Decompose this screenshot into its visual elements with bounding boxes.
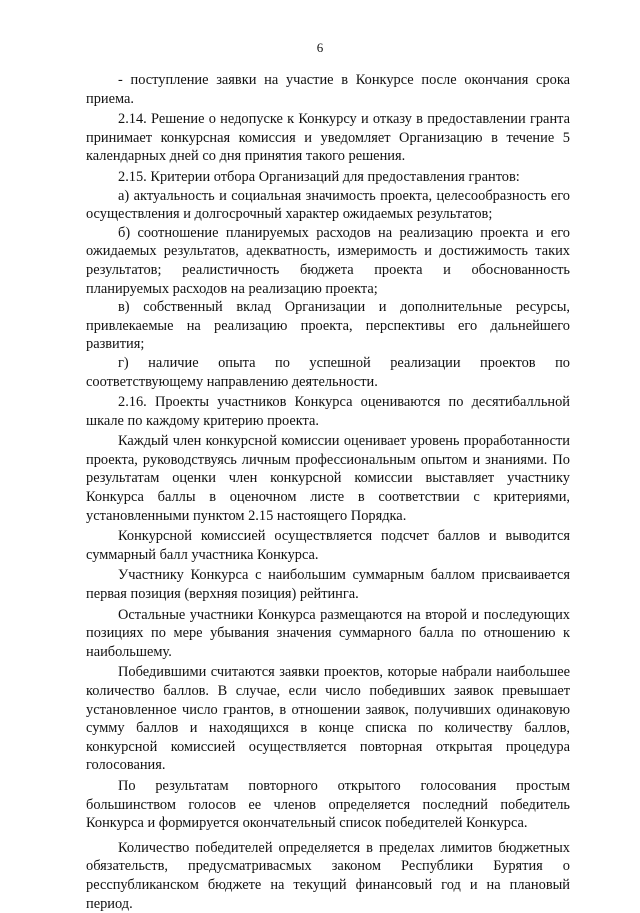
paragraph-winner-count: Количество победителей определяется в пределах лимитов бюджетных обязательств, предусматривасмых законом Республики Бурятия о ресспубликанском бюджете на текущий финансовый год и на плановый период.: [86, 839, 570, 912]
paragraph-2-16: 2.16. Проекты участников Конкурса оцениваются по десятибалльной шкале по каждому критерию проекта.: [86, 394, 570, 429]
criterion-a: а) актуальность и социальная значимость проекта, целесообразность его осуществления и долгосрочный характер ожидаемых результатов;: [86, 187, 570, 223]
criterion-b: б) соотношение планируемых расходов на реализацию проекта и его ожидаемых результатов, адекватность, измеримость и достижимость таких результатов; реалистичность бюджета проекта и обоснованность планируемых расходов на реализацию проекта;: [86, 224, 570, 297]
paragraph-first-position: Участнику Конкурса с наибольшим суммарным баллом присваивается первая позиция (верхняя позиция) рейтинга.: [86, 567, 570, 603]
paragraph-other-positions: Остальные участники Конкурса размещаются на второй и последующих позициях по мере убывания значения суммарного балла по отношению к наибольшему.: [86, 606, 570, 660]
paragraph-2-15: 2.15. Критерии отбора Организаций для предоставления грантов:: [118, 168, 520, 185]
criterion-v: в) собственный вклад Организации и дополнительные ресурсы, привлекаемые на реализацию проекта, перспективы его дальнейшего развития;: [86, 299, 570, 353]
paragraph-revote: По результатам повторного открытого голосования простым большинством голосов ее членов определяется последний победитель Конкурса и формируется окончательный список победителей Конкурса.: [86, 777, 570, 832]
page-number: 6: [316, 40, 324, 55]
paragraph-winners: Победившими считаются заявки проектов, которые набрали наибольшее количество баллов. В случае, если число победивших заявок превышает установленное число грантов, в отношении заявок, получивших одинаковую сумму баллов и находящихся в конце списка по количеству баллов, конкурсной комиссией осуществляется повторная открытая процедура голосования.: [86, 664, 570, 774]
criterion-g: г) наличие опыта по успешной реализации проектов по соответствующему направлению деятельности.: [86, 354, 570, 390]
document-body: [86, 71, 570, 913]
paragraph-evaluation: Каждый член конкурсной комиссии оценивает уровень проработанности проекта, руководствуясь личным профессиональным опытом и знаниями. По результатам оценки член конкурсной комиссии выставляет участнику Конкурса баллы в оценочном листе в соответствии с критериями, установленными пунктом 2.15 настоящего Порядка.: [86, 433, 570, 524]
paragraph-score-count: Конкурсной комиссией осуществляется подсчет баллов и выводится суммарный балл участника Конкурса.: [86, 528, 570, 563]
paragraph-late-submission: - поступление заявки на участие в Конкурсе после окончания срока приема.: [86, 72, 570, 107]
paragraph-2-14: 2.14. Решение о недопуске к Конкурсу и отказу в предоставлении гранта принимает конкурсная комиссия и уведомляет Организацию в течение 5 календарных дней со дня принятия такого решения.: [86, 111, 570, 165]
